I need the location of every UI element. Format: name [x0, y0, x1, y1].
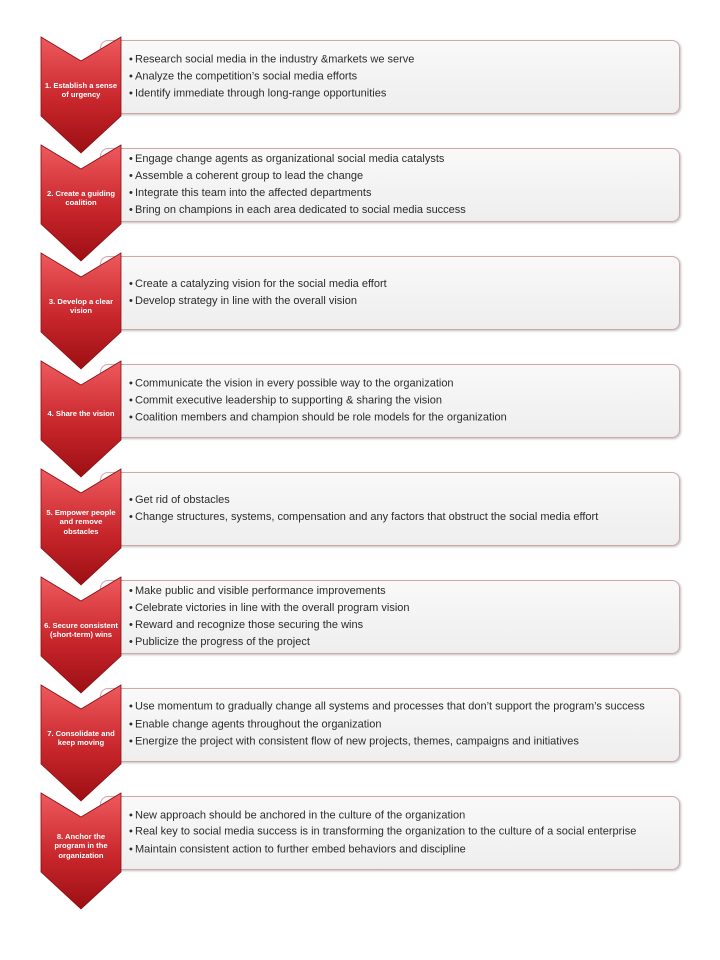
- list-item: • Celebrate victories in line with the overall program vision: [135, 600, 410, 617]
- step-label: 7. Consolidate and keep moving: [47, 728, 115, 747]
- list-item: • Develop strategy in line with the overall vision: [135, 293, 387, 310]
- bullet-list: [101, 808, 650, 859]
- list-item: • Bring on champions in each area dedicated to social media success: [135, 202, 466, 219]
- step-label: 8. Anchor the program in the organization: [54, 831, 108, 860]
- step-chevron: [40, 468, 122, 586]
- step-box: [100, 256, 680, 330]
- step-chevron: [40, 252, 122, 370]
- step-chevron: [40, 576, 122, 694]
- list-item: • Identify immediate through long-range opportunities: [135, 86, 414, 103]
- step-label: 6. Secure consistent (short-term) wins: [44, 620, 118, 639]
- step-label: 1. Establish a sense of urgency: [44, 80, 118, 99]
- list-item: • New approach should be anchored in the culture of the organization: [135, 808, 636, 825]
- list-item: • Make public and visible performance improvements: [135, 583, 410, 600]
- step-label: 2. Create a guiding coalition: [47, 188, 115, 207]
- step-box: [100, 40, 680, 114]
- step-chevron: [40, 36, 122, 154]
- list-item: • Energize the project with consistent flow of new projects, themes, campaigns and initiatives: [135, 734, 645, 751]
- list-item: • Maintain consistent action to further embed behaviors and discipline: [135, 842, 636, 859]
- bullet-list: [101, 583, 424, 651]
- list-item: • Commit executive leadership to supporting & sharing the vision: [135, 393, 507, 410]
- bullet-list: [101, 700, 659, 751]
- list-item: • Research social media in the industry &markets we serve: [135, 52, 414, 69]
- step-box: [100, 796, 680, 870]
- list-item: • Engage change agents as organizational social media catalysts: [135, 151, 466, 168]
- list-item: • Coalition members and champion should be role models for the organization: [135, 410, 507, 427]
- step-chevron: [40, 144, 122, 262]
- list-item: • Real key to social media success is in transforming the organization to the culture of a social enterprise: [135, 825, 636, 840]
- bullet-list: [101, 376, 521, 427]
- step-box: [100, 688, 680, 762]
- list-item: • Publicize the progress of the project: [135, 634, 410, 651]
- list-item: • Enable change agents throughout the organization: [135, 717, 645, 734]
- list-item: • Integrate this team into the affected departments: [135, 185, 466, 202]
- list-item: • Create a catalyzing vision for the social media effort: [135, 276, 387, 293]
- list-item: • Change structures, systems, compensation and any factors that obstruct the social media effort: [135, 509, 598, 526]
- bullet-list: [101, 276, 401, 310]
- step-box: [100, 148, 680, 222]
- step-chevron: [40, 684, 122, 802]
- step-label: 4. Share the vision: [47, 409, 115, 419]
- list-item: • Analyze the competition’s social media efforts: [135, 69, 414, 86]
- list-item: • Communicate the vision in every possible way to the organization: [135, 376, 507, 393]
- list-item: • Reward and recognize those securing the wins: [135, 617, 410, 634]
- bullet-list: [101, 492, 612, 526]
- step-box: [100, 364, 680, 438]
- bullet-list: [101, 52, 428, 103]
- list-item: • Use momentum to gradually change all systems and processes that don’t support the program’s success: [135, 700, 645, 715]
- bullet-list: [101, 151, 480, 219]
- step-box: [100, 580, 680, 654]
- step-box: [100, 472, 680, 546]
- step-label: 5. Empower people and remove obstacles: [46, 507, 116, 536]
- step-chevron: [40, 792, 122, 910]
- step-label: 3. Develop a clear vision: [48, 296, 114, 315]
- list-item: • Assemble a coherent group to lead the change: [135, 168, 466, 185]
- list-item: • Get rid of obstacles: [135, 492, 598, 509]
- step-chevron: [40, 360, 122, 478]
